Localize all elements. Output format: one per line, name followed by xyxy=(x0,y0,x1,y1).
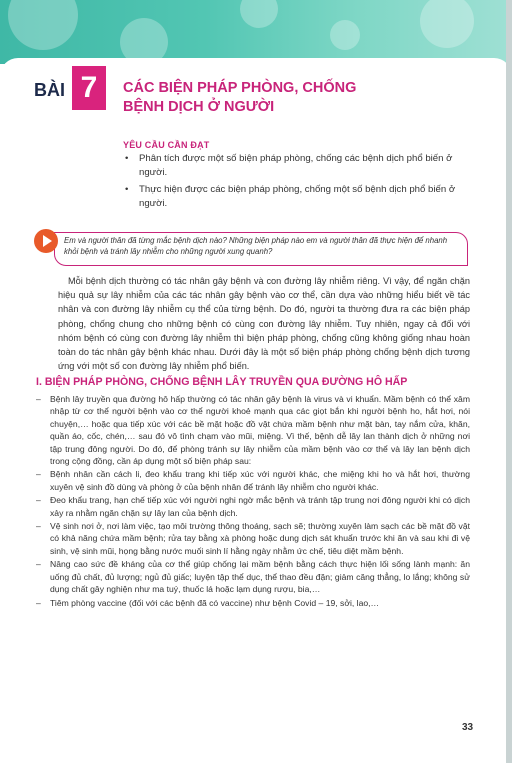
requirements-heading: YÊU CẦU CẦN ĐẠT xyxy=(123,140,210,150)
intro-paragraph: Mỗi bệnh dịch thường có tác nhân gây bệnh và con đường lây nhiễm riêng. Vì vậy, để ngăn chặn hiệu quả sự lây nhiễm của các tác nhân gây bệnh vào cơ thể, cần dựa vào những hiểu biết về tác nhân và con đường lây nhiễm cụ thể của từng bệnh. Do đó, người ta thường đưa ra các biện pháp phòng, chống chung cho những bệnh có cùng con đường lây nhiễm. Tuy nhiên, ngay cả đối với nhóm bệnh có cùng con đường lây nhiễm thì biện pháp phòng, chống cũng không giống nhau hoàn toàn do tác nhân gây bệnh khác nhau. Dưới đây là một số biện pháp phòng chống bệnh dịch tương ứng với một số con đường lây nhiễm phổ biến. xyxy=(58,276,470,372)
bubble-decoration xyxy=(8,0,78,50)
section-list xyxy=(36,393,470,610)
page-edge xyxy=(506,0,512,763)
lesson-title xyxy=(123,79,423,117)
bubble-decoration xyxy=(420,0,474,48)
list-item-text: Vệ sinh nơi ở, nơi làm việc, tạo môi trường thông thoáng, sạch sẽ; thường xuyên làm sạch các bề mặt đồ vật có khả năng chứa mầm bệnh; rửa tay bằng xà phòng hoặc dung dịch sát khuẩn trước khi ăn và sau khi đi vệ sinh, vệ sinh mũi, họng bằng nước muối sinh lí hằng ngày nhằm ức chế, tiêu diệt mầm bệnh. xyxy=(50,521,470,556)
lesson-title-line1: CÁC BIỆN PHÁP PHÒNG, CHỐNG xyxy=(123,80,357,96)
requirement-text: Thực hiện được các biện pháp phòng, chống một số bệnh dịch phổ biến ở người. xyxy=(139,184,456,209)
list-item: – Bệnh nhân cần cách li, đeo khẩu trang khi tiếp xúc với người khác, che miệng khi ho và hắt hơi, thường xuyên vệ sinh đồ dùng và phòng ở của bệnh nhân để tránh lây nhiễm cho người khác. xyxy=(36,469,470,492)
header-band xyxy=(0,0,512,64)
requirements-list xyxy=(123,152,473,214)
requirement-item: • Thực hiện được các biện pháp phòng, chống một số bệnh dịch phổ biến ở người. xyxy=(125,184,456,209)
page-number: 33 xyxy=(462,722,474,733)
requirement-text: Phân tích được một số biện pháp phòng, chống các bệnh dịch phổ biến ở người. xyxy=(139,153,453,178)
list-item-text: Tiêm phòng vaccine (đối với các bệnh đã có vaccine) như bệnh Covid – 19, sởi, lao,… xyxy=(50,597,380,608)
list-item-text: Nâng cao sức đề kháng của cơ thể giúp chống lại mầm bệnh bằng cách thực hiện lối sống lành mạnh: ăn uống đủ chất, đủ lượng; ngủ đủ giấc; luyện tập thể dục, thể thao đều đặn; giảm căng thẳng, lo lắng; không sử dụng chất gây nghiện như ma tuý, thuốc lá hoặc lạm dụng rượu, bia,… xyxy=(50,559,470,595)
bubble-decoration xyxy=(240,0,278,28)
list-item: – Nâng cao sức đề kháng của cơ thể giúp chống lại mầm bệnh bằng cách thực hiện lối sống lành mạnh: ăn uống đủ chất, đủ lượng; ngủ đủ giấc; luyện tập thể dục, thể thao đều đặn; giảm căng thẳng, lo lắng; không sử dụng chất gây nghiện như ma tuý, thuốc lá hoặc lạm dụng rượu, bia,… xyxy=(36,559,470,595)
bubble-decoration xyxy=(330,20,360,50)
list-item: – Tiêm phòng vaccine (đối với các bệnh đã có vaccine) như bệnh Covid – 19, sởi, lao,… xyxy=(36,597,380,608)
list-item: – Vệ sinh nơi ở, nơi làm việc, tạo môi trường thông thoáng, sạch sẽ; thường xuyên làm sạch các bề mặt đồ vật có khả năng chứa mầm bệnh; rửa tay bằng xà phòng hoặc dung dịch sát khuẩn trước khi ăn và sau khi đi vệ sinh, vệ sinh mũi, họng bằng nước muối sinh lí hằng ngày nhằm ức chế, tiêu diệt mầm bệnh. xyxy=(36,521,470,556)
question-text: Em và người thân đã từng mắc bệnh dịch nào? Những biện pháp nào em và người thân đã thực hiện để nhanh khỏi bệnh và tránh lây nhiễm cho những người xung quanh? xyxy=(64,236,448,256)
lesson-number: 7 xyxy=(72,66,106,110)
list-item: – Bệnh lây truyền qua đường hô hấp thường có tác nhân gây bệnh là virus và vi khuẩn. Mầm bệnh có thể xâm nhập từ cơ thể người bệnh vào cơ thể người khoẻ mạnh qua các giọt bắn khi người bệnh ho, hắt hơi, nói chuyện,… hoặc qua tiếp xúc với các bề mặt hoặc đồ vật chứa mầm bệnh như mặt bàn, tay nắm cửa, khăn, quần áo, cốc, chén,… sau đó vô tình chạm vào mũi, miệng. Vì thế, bệnh dễ lây lan thành dịch ở những nơi tập trung đông người. Do đó, để phòng tránh sự lây nhiễm của mầm bệnh vào cơ thể và lây lan bệnh dịch trong cộng đồng, cần áp dụng một số biện pháp sau: xyxy=(36,394,470,467)
list-item-text: Đeo khẩu trang, hạn chế tiếp xúc với người nghi ngờ mắc bệnh và tránh tập trung nơi đông người khi có dịch xảy ra nhằm ngăn chặn sự lây lan của bệnh dịch. xyxy=(50,495,470,518)
lesson-label: BÀI xyxy=(34,80,65,100)
list-item-text: Bệnh nhân cần cách li, đeo khẩu trang khi tiếp xúc với người khác, che miệng khi ho và hắt hơi, thường xuyên vệ sinh đồ dùng và phòng ở của bệnh nhân để tránh lây nhiễm cho người khác. xyxy=(50,469,470,492)
lesson-title-line2: BỆNH DỊCH Ở NGƯỜI xyxy=(123,99,275,115)
section-heading: I. BIỆN PHÁP PHÒNG, CHỐNG BỆNH LÂY TRUYỀN QUA ĐƯỜNG HÔ HẤP xyxy=(36,376,408,388)
requirement-item: • Phân tích được một số biện pháp phòng, chống các bệnh dịch phổ biến ở người. xyxy=(125,153,453,178)
play-icon xyxy=(34,229,58,253)
list-item: – Đeo khẩu trang, hạn chế tiếp xúc với người nghi ngờ mắc bệnh và tránh tập trung nơi đông người khi có dịch xảy ra nhằm ngăn chặn sự lây lan của bệnh dịch. xyxy=(36,495,470,518)
list-item-text: Bệnh lây truyền qua đường hô hấp thường có tác nhân gây bệnh là virus và vi khuẩn. Mầm bệnh có thể xâm nhập từ cơ thể người bệnh vào cơ thể người khoẻ mạnh qua các giọt bắn khi người bệnh ho, hắt hơi, nói chuyện,… hoặc qua tiếp xúc với các bề mặt hoặc đồ vật chứa mầm bệnh như mặt bàn, tay nắm cửa, khăn, quần áo, cốc, chén,… sau đó vô tình chạm vào mũi, miệng. Vì thế, bệnh dễ lây lan thành dịch ở những nơi tập trung đông người. Do đó, để phòng tránh sự lây nhiễm của mầm bệnh vào cơ thể và lây lan bệnh dịch trong cộng đồng, cần áp dụng một số biện pháp sau: xyxy=(50,394,470,467)
